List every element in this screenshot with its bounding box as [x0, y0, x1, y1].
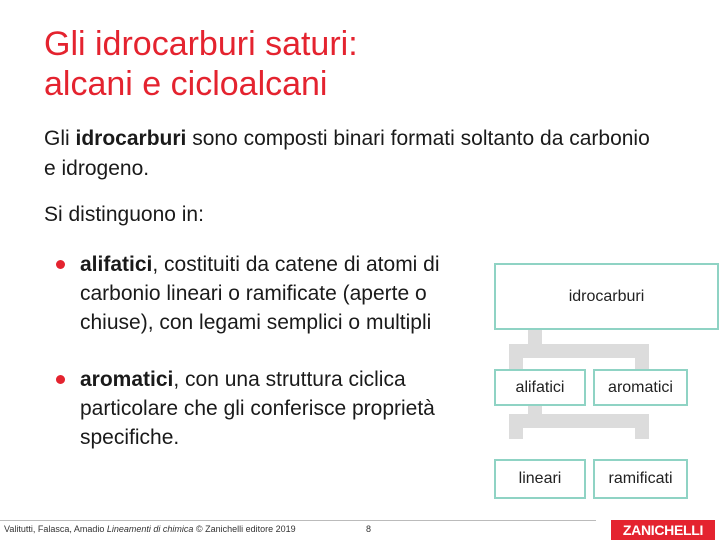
intro-text-before: Gli [44, 127, 76, 150]
subheading: Si distinguono in: [44, 203, 204, 226]
box-alifatici: alifatici [494, 369, 586, 406]
slide-title [44, 24, 684, 104]
bullet-item [56, 250, 476, 337]
box-ramificati: ramificati [593, 459, 688, 499]
intro-keyword: idrocarburi [75, 127, 187, 150]
bullet-item [56, 365, 476, 452]
connector-left-drop-2 [509, 414, 523, 439]
connector-right-drop-2 [635, 414, 649, 439]
credit-book-title: Lineamenti di chimica [106, 524, 194, 534]
publisher-logo: ZANICHELLI [611, 520, 715, 540]
bullet-keyword: alifatici [80, 253, 153, 276]
page-number: 8 [366, 524, 372, 534]
hydrocarbon-classification-diagram [487, 263, 719, 503]
credit-publisher: © Zanichelli editore 2019 [193, 524, 296, 534]
title-line-1: Gli idrocarburi saturi: [44, 25, 358, 63]
bullet-list [56, 250, 476, 480]
footer-credit [4, 524, 296, 534]
bullet-dot-icon [56, 375, 65, 384]
box-aromatici: aromatici [593, 369, 688, 406]
connector-left-drop [509, 344, 523, 369]
title-line-2: alcani e cicloalcani [44, 65, 328, 103]
bullet-text: , costituiti da catene di atomi di carbonio lineari o ramificate (aperte o chiuse), con legami semplici o multipli [80, 253, 440, 334]
intro-paragraph [44, 124, 664, 184]
bullet-keyword: aromatici [80, 368, 174, 391]
connector-level2-bar [509, 414, 649, 428]
intro-text-after: sono composti binari formati soltanto da carbonio e idrogeno. [44, 127, 650, 180]
bullet-text: , con una struttura ciclica particolare che gli conferisce proprietà specifiche. [80, 368, 435, 449]
credit-authors: Valitutti, Falasca, Amadio [4, 524, 107, 534]
connector-level1-bar [509, 344, 649, 358]
box-lineari: lineari [494, 459, 586, 499]
connector-right-drop [635, 344, 649, 369]
box-idrocarburi: idrocarburi [494, 263, 719, 330]
bullet-dot-icon [56, 260, 65, 269]
footer-divider [0, 520, 596, 521]
